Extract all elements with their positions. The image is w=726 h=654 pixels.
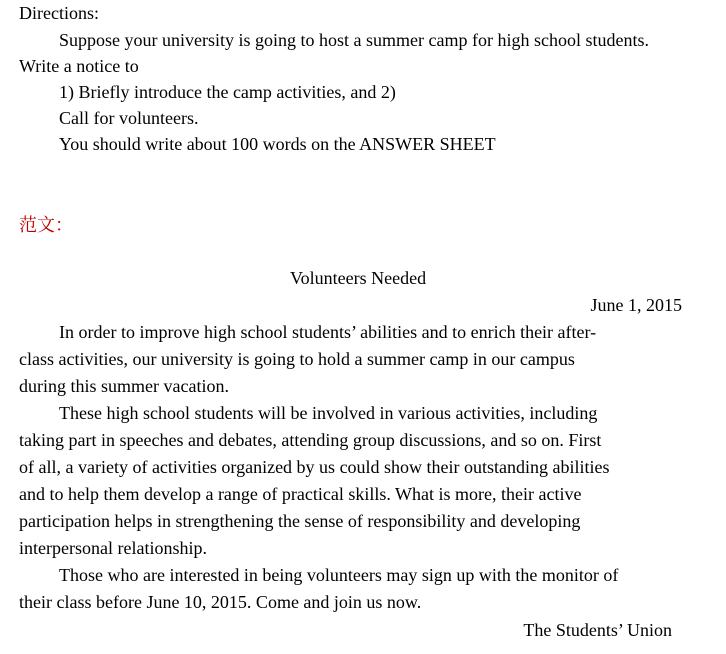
essay-line: taking part in speeches and debates, attending group discussions, and so on. First	[19, 430, 602, 450]
essay-line: participation helps in strengthening the sense of responsibility and developing	[19, 511, 581, 531]
sample-essay-label: 范文：	[19, 215, 73, 235]
essay-line: interpersonal relationship.	[19, 538, 207, 558]
essay-line: during this summer vacation.	[19, 376, 229, 396]
directions-line: Call for volunteers.	[59, 108, 199, 128]
essay-date: June 1, 2015	[590, 295, 682, 315]
essay-line: These high school students will be involved in various activities, including	[59, 403, 598, 423]
essay-line: and to help them develop a range of practical skills. What is more, their active	[19, 484, 582, 504]
directions-line: You should write about 100 words on the ANSWER SHEET	[59, 134, 496, 154]
directions-line: Suppose your university is going to host a summer camp for high school students.	[59, 30, 649, 50]
essay-title: Volunteers Needed	[290, 268, 427, 288]
essay-line: Those who are interested in being volunteers may sign up with the monitor of	[59, 565, 619, 585]
directions-line: Write a notice to	[19, 56, 139, 76]
essay-signature: The Students’ Union	[523, 620, 672, 640]
directions-heading: Directions:	[19, 3, 99, 23]
essay-line: their class before June 10, 2015. Come and join us now.	[19, 592, 422, 612]
essay-line: class activities, our university is going to hold a summer camp in our campus	[19, 349, 575, 369]
directions-line: 1) Briefly introduce the camp activities, and 2)	[59, 82, 396, 102]
essay-line: In order to improve high school students’ abilities and to enrich their after-	[59, 322, 597, 342]
essay-line: of all, a variety of activities organized by us could show their outstanding abilities	[19, 457, 610, 477]
